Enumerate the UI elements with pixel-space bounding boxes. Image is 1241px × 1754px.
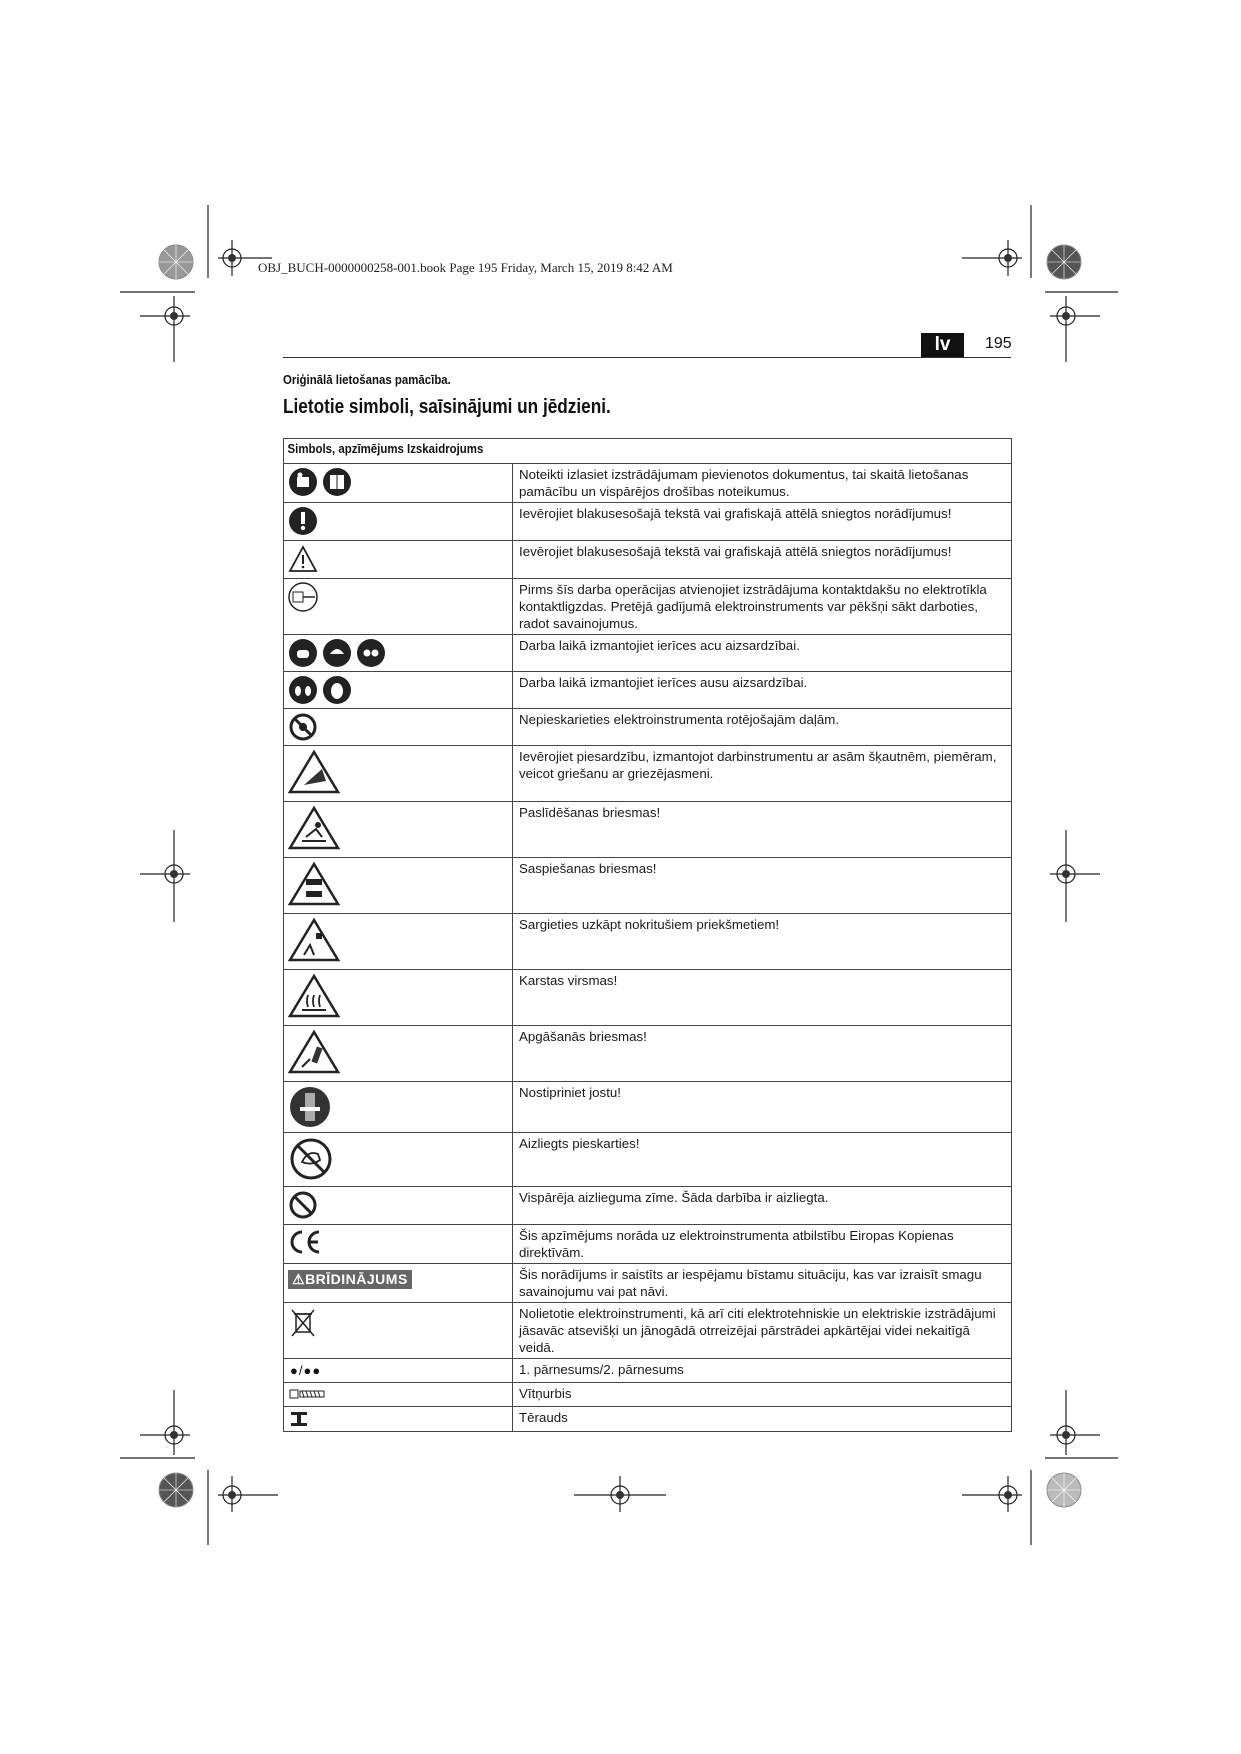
table-row: [284, 802, 1012, 858]
page-number: 195: [985, 335, 1012, 352]
symbols-table: [283, 438, 1012, 1432]
table-row: [284, 503, 1012, 541]
prohibition-icon: [288, 1190, 318, 1220]
row-text: Aizliegts pieskarties!: [513, 1133, 1012, 1187]
row-text: Pirms šīs darba operācijas atvienojiet izstrādājuma kontaktdakšu no elektrotīkla kontaktligzdas. Pretējā gadījumā elektroinstruments var pēkšņi sākt darboties, radot savainojumus.: [513, 579, 1012, 635]
row-text: Noteikti izlasiet izstrādājumam pievienotos dokumentus, tai skaitā lietošanas pamācību un vispārējos drošības noteikumus.: [513, 464, 1012, 503]
sharp-edges-warning-icon: [288, 749, 340, 795]
tipping-hazard-icon: [288, 1029, 340, 1075]
manual-book-icon: [322, 467, 352, 497]
row-text: Ievērojiet blakusesošajā tekstā vai grafiskajā attēlā sniegtos norādījumus!: [513, 541, 1012, 579]
row-text: Vītņurbis: [513, 1383, 1012, 1407]
table-row: [284, 970, 1012, 1026]
warning-label: ⚠BRĪDINĀJUMS: [288, 1270, 412, 1289]
row-text: Nepieskarieties elektroinstrumenta rotējošajām daļām.: [513, 709, 1012, 746]
document-subtitle: Oriģinālā lietošanas pamācība.: [283, 372, 451, 387]
table-row: [284, 1082, 1012, 1133]
row-text: Sargieties uzkāpt nokritušiem priekšmetiem!: [513, 914, 1012, 970]
row-text: Ievērojiet piesardzību, izmantojot darbinstrumentu ar asām šķautnēm, piemēram, veicot griešanu ar griezējasmeni.: [513, 746, 1012, 802]
table-row: [284, 858, 1012, 914]
row-text: Darba laikā izmantojiet ierīces acu aizsardzībai.: [513, 635, 1012, 672]
row-text: Nostipriniet jostu!: [513, 1082, 1012, 1133]
table-row: [284, 1187, 1012, 1225]
screwdriver-bit-icon: [288, 1386, 328, 1402]
row-text: Tērauds: [513, 1407, 1012, 1432]
row-text: Paslīdēšanas briesmas!: [513, 802, 1012, 858]
table-row: [284, 1026, 1012, 1082]
table-row: [284, 1383, 1012, 1407]
row-text: Darba laikā izmantojiet ierīces ausu aizsardzībai.: [513, 672, 1012, 709]
row-text: Apgāšanās briesmas!: [513, 1026, 1012, 1082]
crush-hazard-icon: [288, 861, 340, 907]
table-row: [284, 635, 1012, 672]
table-row: [284, 1359, 1012, 1383]
slip-hazard-icon: [288, 805, 340, 851]
section-title: Lietotie simboli, saīsinājumi un jēdzieni.: [283, 396, 611, 418]
hot-surface-icon: [288, 973, 340, 1019]
header-rule: [283, 357, 1011, 358]
table-row: [284, 709, 1012, 746]
gear-dots: ●/●●: [290, 1363, 322, 1378]
row-text: Šis norādījums ir saistīts ar iespējamu bīstamu situāciju, kas var izraisīt smagu savainojumu vai pat nāvi.: [513, 1264, 1012, 1303]
table-row: [284, 914, 1012, 970]
ce-mark-icon: [288, 1228, 322, 1256]
weee-bin-icon: [288, 1306, 318, 1340]
exclamation-icon: [288, 506, 318, 536]
table-row: [284, 464, 1012, 503]
read-manual-icon: [288, 467, 318, 497]
ear-protection-icon: [322, 675, 352, 705]
row-text: 1. pārnesums/2. pārnesums: [513, 1359, 1012, 1383]
wear-belt-icon: [288, 1085, 332, 1129]
table-row: [284, 1407, 1012, 1432]
row-text: Vispārēja aizlieguma zīme. Šāda darbība ir aizliegta.: [513, 1187, 1012, 1225]
table-row: [284, 579, 1012, 635]
falling-objects-icon: [288, 917, 340, 963]
table-row: [284, 1264, 1012, 1303]
unplug-icon: [288, 582, 318, 612]
table-header: Simbols, apzīmējums Izskaidrojums: [287, 441, 484, 456]
row-text: Saspiešanas briesmas!: [513, 858, 1012, 914]
warning-triangle-icon: [288, 544, 318, 574]
table-row: [284, 1303, 1012, 1359]
ear-muffs-icon: [288, 675, 318, 705]
language-tab: lv: [921, 333, 964, 357]
table-header-row: [284, 439, 1012, 464]
table-row: [284, 746, 1012, 802]
row-text: Karstas virsmas!: [513, 970, 1012, 1026]
face-shield-icon: [288, 638, 318, 668]
table-row: [284, 672, 1012, 709]
helmet-visor-icon: [322, 638, 352, 668]
steel-beam-icon: [288, 1410, 310, 1428]
row-text: Ievērojiet blakusesošajā tekstā vai grafiskajā attēlā sniegtos norādījumus!: [513, 503, 1012, 541]
row-text: Nolietotie elektroinstrumenti, kā arī citi elektrotehniskie un elektriskie izstrādājumi jāsavāc atsevišķi un jānogādā otrreizējai pārstrādei apkārtējai videi nekaitīgā veidā.: [513, 1303, 1012, 1359]
no-touch-rotating-icon: [288, 712, 318, 742]
table-row: [284, 1225, 1012, 1264]
goggles-icon: [356, 638, 386, 668]
slug-line: OBJ_BUCH-0000000258-001.book Page 195 Friday, March 15, 2019 8:42 AM: [258, 260, 673, 275]
no-touch-hand-icon: [288, 1136, 334, 1182]
table-row: [284, 1133, 1012, 1187]
row-text: Šis apzīmējums norāda uz elektroinstrumenta atbilstību Eiropas Kopienas direktīvām.: [513, 1225, 1012, 1264]
table-row: [284, 541, 1012, 579]
